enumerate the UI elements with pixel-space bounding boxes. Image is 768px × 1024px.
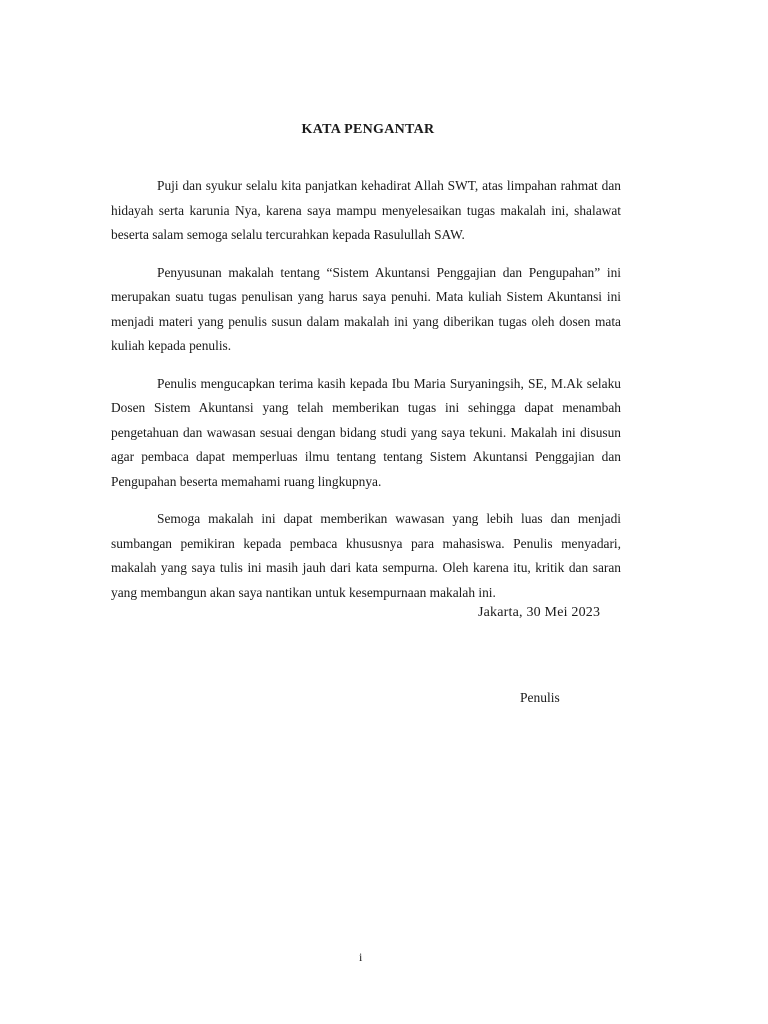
paragraph-1: Puji dan syukur selalu kita panjatkan kehadirat Allah SWT, atas limpahan rahmat dan hidayah serta karunia Nya, karena saya mampu menyelesaikan tugas makalah ini, shalawat beserta salam semoga selalu tercurahkan kepada Rasulullah SAW. [111, 178, 621, 242]
paragraph-2: Penyusunan makalah tentang “Sistem Akuntansi Penggajian dan Pengupahan” ini merupakan suatu tugas penulisan yang harus saya penuhi. Mata kuliah Sistem Akuntansi ini menjadi materi yang penulis susun dalam makalah ini yang diberikan tugas oleh dosen mata kuliah kepada penulis. [111, 264, 621, 353]
body-text [111, 174, 621, 618]
paragraph-3: Penulis mengucapkan terima kasih kepada Ibu Maria Suryaningsih, SE, M.Ak selaku Dosen Sistem Akuntansi yang telah memberikan tugas ini sehingga dapat menambah pengetahuan dan wawasan sesuai dengan bidang studi yang saya tekuni. Makalah ini disusun agar pembaca dapat memperluas ilmu tentang tentang Sistem Akuntansi Penggajian dan Pengupahan beserta memahami ruang lingkupnya. [111, 375, 621, 489]
place-date: Jakarta, 30 Mei 2023 [478, 605, 601, 620]
paragraph-4: Semoga makalah ini dapat memberikan wawasan yang lebih luas dan menjadi sumbangan pemikiran kepada pembaca khususnya para mahasiswa. Penulis menyadari, makalah yang saya tulis ini masih jauh dari kata sempurna. Oleh karena itu, kritik dan saran yang membangun akan saya nantikan untuk kesempurnaan makalah ini. [111, 511, 621, 600]
page-number: i [359, 950, 363, 964]
page-title: KATA PENGANTAR [301, 122, 435, 137]
author-signature: Penulis [520, 690, 560, 705]
